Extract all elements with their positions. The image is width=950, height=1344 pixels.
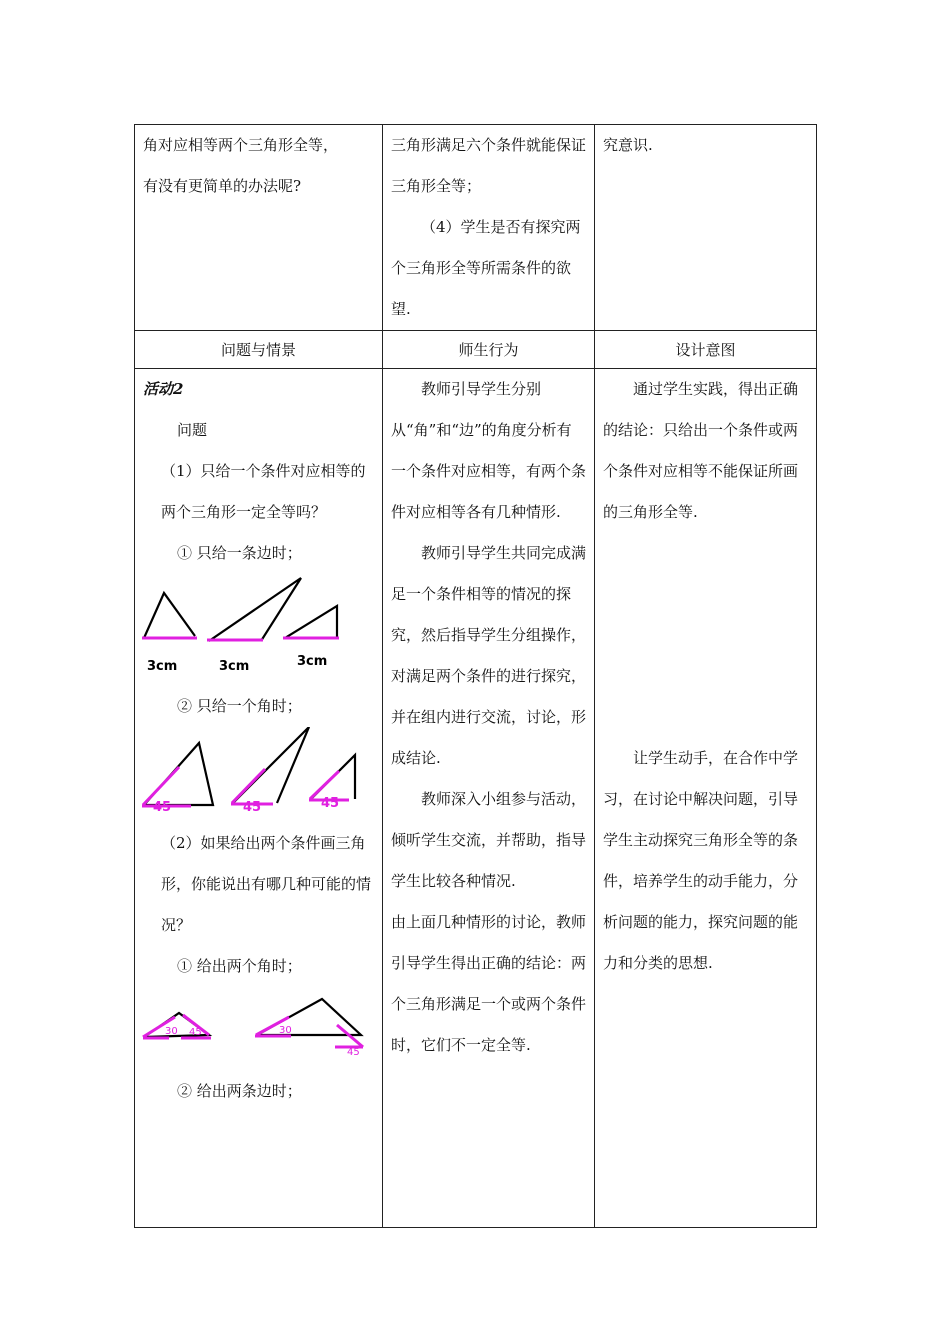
continued-intent-text: 究意识. [603,136,653,154]
angle-label: 45 [321,796,340,811]
continued-row [135,125,817,331]
side-label: 3cm [147,659,178,674]
continued-question-line: 有没有更简单的办法呢? [143,177,302,195]
one-side-triangles-figure [139,574,371,686]
lesson-table [134,124,817,1228]
question-1-case-2: ② 只给一个角时； [177,697,302,715]
side-label: 3cm [219,659,250,674]
teacher-paragraph: 教师引导学生分别从“角”和“边”的角度分析有一个条件对应相等，有两个条件对应相等各有几种情形. [391,380,587,521]
activity-title: 活动2 [143,380,184,398]
question-2: （2）如果给出两个条件画三角形，你能说出有哪几种可能的情况？ [161,834,372,934]
intent-paragraph: 通过学生实践，得出正确的结论：只给出一个条件或两个条件对应相等不能保证所画的三角形全等. [603,380,799,521]
teacher-cell [383,369,595,1228]
angle-label: 45 [189,1027,202,1038]
angle-label: 45 [347,1047,360,1058]
teacher-paragraph: 教师深入小组参与活动，倾听学生交流，并帮助，指导学生比较各种情况. [391,790,587,890]
continued-teacher-text: 三角形满足六个条件就能保证三角形全等； [391,136,587,195]
angle-label: 45 [153,800,172,815]
activity-row [135,369,817,1228]
continued-intent-cell [595,125,817,331]
angle-label: 45 [243,800,262,815]
angle-label: 30 [165,1026,178,1037]
header-teacher: 师生行为 [383,331,595,369]
header-intent: 设计意图 [595,331,817,369]
question-label: 问题 [177,421,208,439]
teacher-paragraph: 由上面几种情形的讨论，教师引导学生得出正确的结论：两个三角形满足一个或两个条件时，它们不一定全等. [391,913,587,1054]
header-question: 问题与情景 [135,331,383,369]
continued-question-line: 角对应相等两个三角形全等， [143,136,339,154]
question-2-case-2: ② 给出两条边时； [177,1082,302,1100]
continued-question-cell [135,125,383,331]
question-1-case-1: ① 只给一条边时； [177,544,302,562]
teacher-paragraph: 教师引导学生共同完成满足一个条件相等的情况的探究，然后指导学生分组操作，对满足两个条件的进行探究，并在组内进行交流，讨论，形成结论. [391,544,587,767]
question-cell [135,369,383,1228]
question-2-case-1: ① 给出两个角时； [177,957,302,975]
continued-teacher-text: （4）学生是否有探究两个三角形全等所需条件的欲望. [391,218,581,318]
side-label: 3cm [297,654,328,669]
intent-paragraph: 让学生动手，在合作中学习，在讨论中解决问题，引导学生主动探究三角形全等的条件，培养学生的动手能力，分析问题的能力，探究问题的能力和分类的思想. [603,749,799,972]
question-1: （1）只给一个条件对应相等的两个三角形一定全等吗？ [161,462,366,521]
one-angle-triangles-figure [139,727,371,823]
two-angle-triangles-figure [139,987,371,1071]
intent-cell [595,369,817,1228]
header-row [135,331,817,369]
continued-teacher-cell [383,125,595,331]
angle-label: 30 [279,1025,292,1036]
